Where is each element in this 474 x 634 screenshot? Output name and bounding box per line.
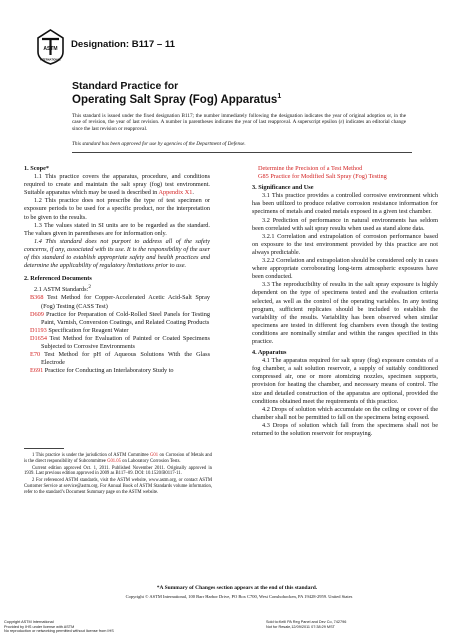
title-footnote-ref[interactable]: 1 [277, 93, 282, 100]
para-1-2: 1.2 This practice does not prescribe the type of test specimen or exposure periods to be used for a specific product, nor the interpretation to be given to the results. [24, 197, 210, 221]
footnote-1-text: 1 This practice is under the jurisdiction of ASTM Committee [32, 453, 150, 458]
title-line-1: Standard Practice for [72, 80, 179, 92]
footer-line: No reproduction or networking permitted without license from IHS [4, 629, 114, 633]
para-1-3: 1.3 The values stated in SI units are to be regarded as the standard. The values given in parentheses are for information only. [24, 221, 210, 237]
footnote-1-text: on Laboratory Corrosion Tests. [121, 458, 181, 464]
para-4-3: 4.3 Drops of solution which fall from the specimens shall not be returned to the solution reservoir for respraying. [252, 421, 438, 437]
para-3-3: 3.3 The reproducibility of results in the salt spray exposure is highly dependent on the type of specimens tested and the evaluation criteria selected, as well as the control of the operating variables. In any testing program, sufficient replicates should be included to establish the variability of the results. Variability has been observed when similar specimens are tested in different fog chambers even though the testing conditions are nominally similar and within the ranges specified in this practice. [252, 281, 438, 345]
astm-standards-label [24, 283, 210, 294]
ref-title: Test Method for Evaluation of Painted or Coated Specimens Subjected to Corrosive Environments [41, 334, 210, 351]
para-1-4: 1.4 This standard does not purport to address all of the safety concerns, if any, associated with its use. It is the responsibility of the user of this standard to establish appropriate safety and health practices and determine the applicability of regulatory limitations prior to use. [24, 237, 210, 270]
ref-e70 [24, 351, 210, 367]
ref-d609 [24, 311, 210, 327]
ref-title: Test Method for Copper-Accelerated Acetic Acid-Salt Spray (Fog) Testing (CASS Test) [41, 294, 210, 310]
appendix-link[interactable]: Appendix X1 [158, 189, 193, 197]
ref-e691 [24, 367, 210, 375]
logo-text: ASTM [43, 46, 58, 52]
footnote-2: 2 For referenced ASTM standards, visit the ASTM website, www.astm.org, or contact ASTM Customer Service at service@astm.org. For Annual Book of ASTM Standards volume information, refer to the standard’s Document Summary page on the ASTM website. [24, 478, 212, 495]
summary-note: *A Summary of Changes section appears at the end of this standard. [156, 585, 318, 591]
apparatus-heading: 4. Apparatus [252, 349, 287, 357]
ref-code-link[interactable]: D1654 [30, 334, 48, 342]
refs-heading: 2. Referenced Documents [24, 275, 92, 283]
footnote-1-edition: Current edition approved Oct. 1, 2011. Published November 2011. Originally approved in 1939. Last previous edition approved in 2009 as B117–09. DOI: 10.1520/B0117-11. [24, 465, 212, 477]
footer-line: Not for Resale,12/09/2011 07:38:29 MST [266, 624, 335, 629]
para-1-1 [24, 173, 210, 197]
ref-e691-continued[interactable]: Determine the Precision of a Test Method [258, 165, 363, 172]
approved-note: This standard has been approved for use by agencies of the Department of Defense. [72, 141, 246, 147]
significance-heading: 3. Significance and Use [252, 184, 314, 192]
ref-d1654 [24, 335, 210, 351]
para-1-1-text: 1.1 This practice covers the apparatus, procedure, and conditions required to create and maintain the salt spray (fog) test environment. Suitable apparatus which may be used is described in [24, 173, 210, 197]
ref-title: Specification for Reagent Water [46, 326, 129, 334]
page-title [72, 93, 281, 106]
footer-license [4, 620, 114, 634]
para-4-1: 4.1 The apparatus required for salt spray (fog) exposure consists of a fog chamber, a salt solution reservoir, a supply of suitably conditioned compressed air, one or more atomizing nozzles, specimen supports, provision for heating the chamber, and necessary means of control. The size and detailed construction of the apparatus are optional, provided the conditions obtained meet the requirements of this practice. [252, 357, 438, 405]
ref-title: Practice for Conducting an Interlaboratory Study to [43, 367, 174, 375]
footnote-1 [24, 453, 212, 465]
ref-title[interactable]: Practice for Modified Salt Spray (Fog) Testing [268, 173, 387, 181]
copyright-line: Copyright © ASTM International, 100 Barr Harbor Drive, PO Box C700, West Conshohocken, PA 19428-2959. United States [125, 594, 353, 599]
footer-line: Copyright ASTM International [4, 620, 54, 624]
footer-sale [266, 620, 346, 629]
subcommittee-link[interactable]: G01.05 [107, 458, 121, 464]
footer-line: Provided by IHS under license with ASTM [4, 624, 75, 629]
committee-link[interactable]: G01 [149, 453, 159, 458]
ref-code-link[interactable]: D1193 [30, 326, 47, 334]
left-column [24, 165, 210, 375]
para-3-1: 3.1 This practice provides a controlled corrosive environment which has been utilized to produce relative corrosion resistance information for specimens of metals and coated metals exposed in a given test chamber. [252, 192, 438, 216]
scope-heading: 1. Scope* [24, 165, 49, 172]
para-4-2: 4.2 Drops of solution which accumulate on the ceiling or cover of the chamber shall not be permitted to fall on the specimens being exposed. [252, 405, 438, 421]
para-3-2-1: 3.2.1 Correlation and extrapolation of corrosion performance based on exposure to the test environment provided by this practice are not always predictable. [252, 232, 438, 256]
ref-code-link[interactable]: G85 [258, 173, 269, 181]
ref-g85 [252, 173, 438, 181]
astm-logo [36, 29, 65, 65]
footer-line: Sold to:Kelli PA Reg Panel and Dev Co, 742796 [266, 620, 347, 624]
ref-code-link[interactable]: D609 [30, 310, 44, 318]
para-1-1-end: . [192, 189, 194, 197]
ref-d1193 [24, 327, 210, 335]
footnote-1-text: on Corrosion of Metals and is the direct responsibility of Subcommittee [24, 453, 212, 464]
footnote-divider [24, 448, 64, 449]
ref-code-link[interactable]: B368 [30, 294, 44, 302]
ref-title: Practice for Preparation of Cold-Rolled Steel Panels for Testing Paint, Varnish, Conversion Coatings, and Related Coating Products [41, 310, 210, 326]
right-column [252, 165, 438, 438]
divider [72, 152, 412, 153]
astm-standards-text: 2.1 ASTM Standards: [34, 286, 89, 294]
para-3-2: 3.2 Prediction of performance in natural environments has seldom been correlated with salt spray results when used as stand alone data. [252, 216, 438, 232]
ref-title: Test Method for pH of Aqueous Solutions With the Glass Electrode [40, 351, 210, 367]
footnotes [24, 453, 212, 497]
ref-code-link[interactable]: E70 [30, 351, 41, 359]
ref-b368 [24, 294, 210, 310]
para-3-2-2: 3.2.2 Correlation and extrapolation should be considered only in cases where appropriate corroborating long-term atmospheric exposures have been conducted. [252, 257, 438, 281]
ref-code-link[interactable]: E691 [30, 367, 44, 375]
issued-note: This standard is issued under the fixed designation B117; the number immediately following the designation indicates the year of original adoption or, in the case of revision, the year of last revision. A number in parentheses indicates the year of last reapproval. A superscript epsilon (ε) indicates an editorial change since the last revision or reapproval. [72, 113, 406, 132]
designation: Designation: B117 – 11 [71, 39, 175, 50]
logo-subtext: INTERNATIONAL [40, 58, 61, 62]
title-text: Operating Salt Spray (Fog) Apparatus [72, 93, 278, 106]
astm-standards-footnote-ref[interactable]: 2 [88, 284, 91, 291]
